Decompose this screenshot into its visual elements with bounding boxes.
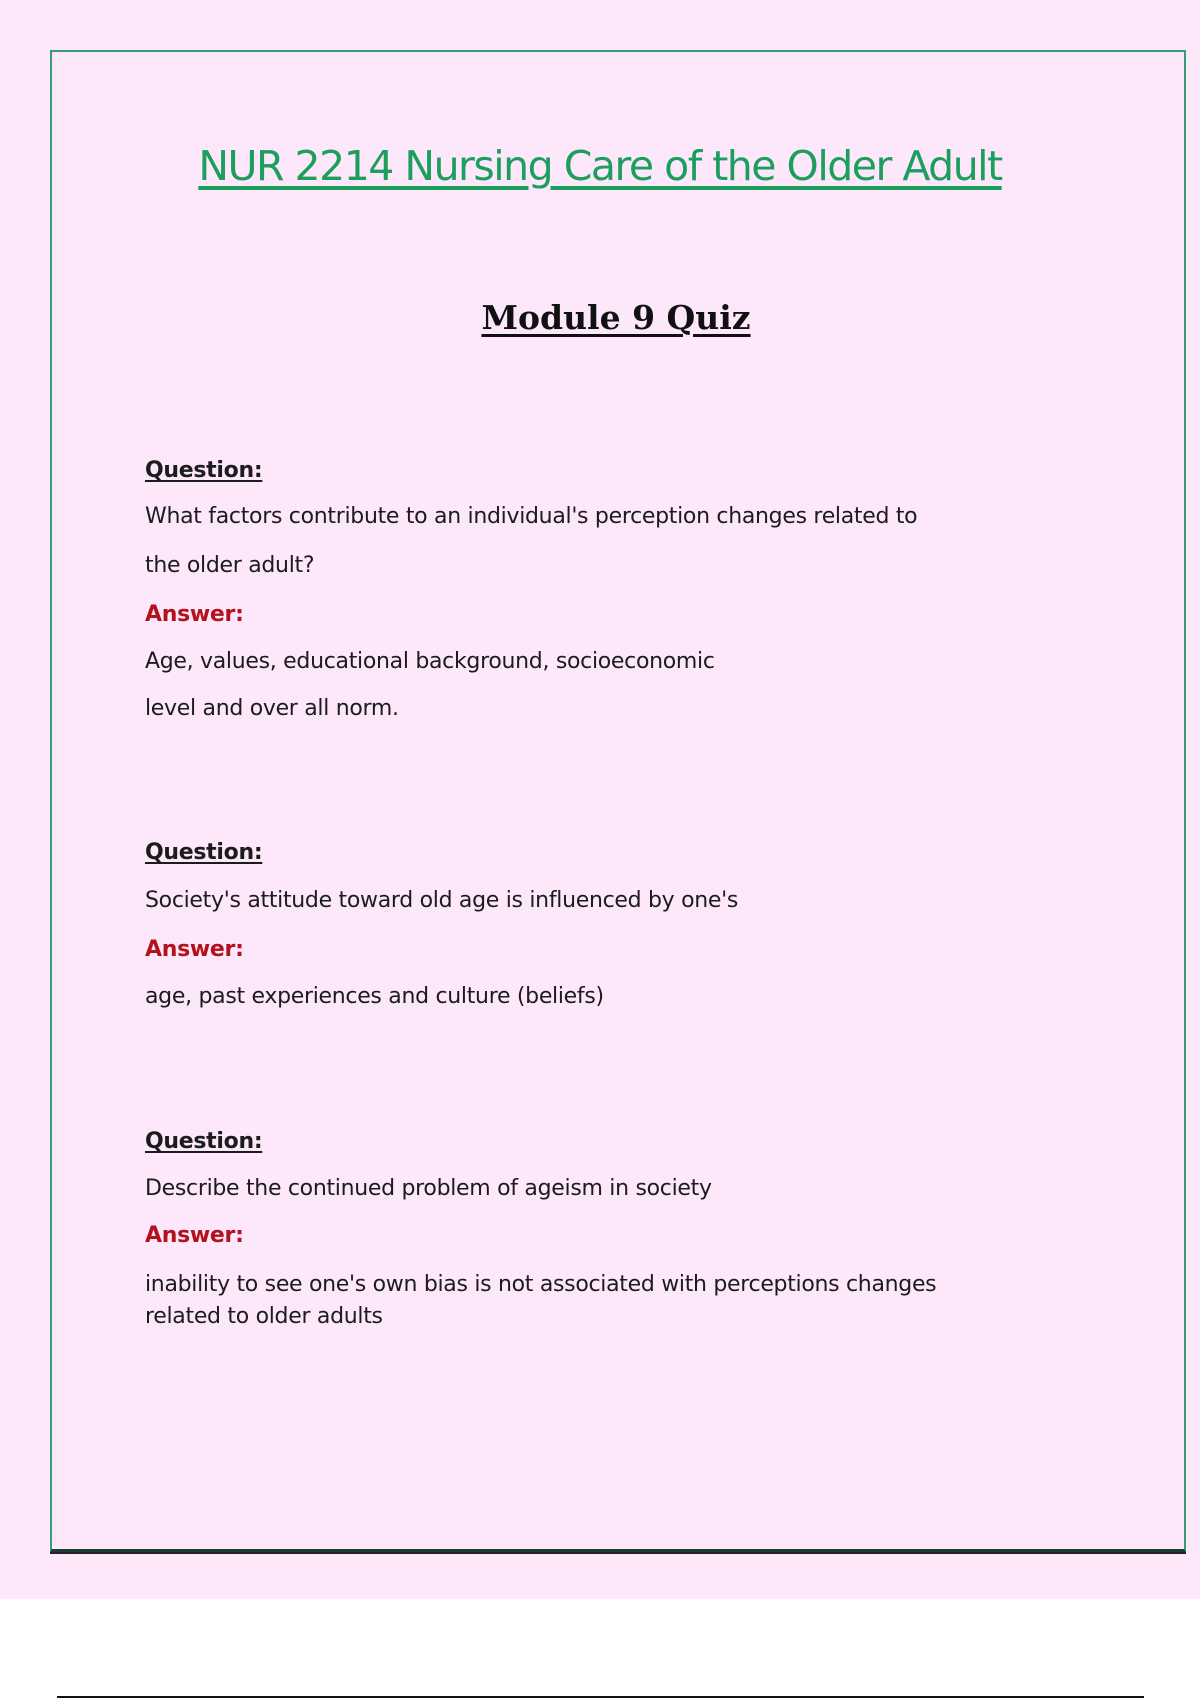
footer-divider: [57, 1696, 1144, 1698]
document-title-text: NUR 2214 Nursing Care of the Older Adult: [198, 142, 1002, 190]
question-text: Society's attitude toward old age is influenced by one's: [145, 888, 739, 913]
answer-text: Age, values, educational background, socioeconomic: [145, 649, 715, 674]
answer-text: related to older adults: [145, 1304, 383, 1329]
answer-label: Answer:: [145, 1223, 244, 1248]
document-subtitle: [0, 298, 1200, 337]
document-title: [0, 142, 1200, 190]
question-text: What factors contribute to an individual's perception changes related to: [145, 504, 918, 529]
answer-label: Answer:: [145, 602, 244, 627]
document-subtitle-text: Module 9 Quiz: [481, 298, 751, 337]
question-label: Question:: [145, 840, 263, 865]
question-text: the older adult?: [145, 553, 315, 578]
question-label: Question:: [145, 1129, 263, 1154]
answer-text: age, past experiences and culture (beliefs): [145, 984, 604, 1009]
question-text: Describe the continued problem of ageism in society: [145, 1176, 712, 1201]
question-label: Question:: [145, 458, 263, 483]
answer-text: level and over all norm.: [145, 696, 399, 721]
answer-label: Answer:: [145, 937, 244, 962]
answer-text: inability to see one's own bias is not associated with perceptions changes: [145, 1272, 937, 1297]
